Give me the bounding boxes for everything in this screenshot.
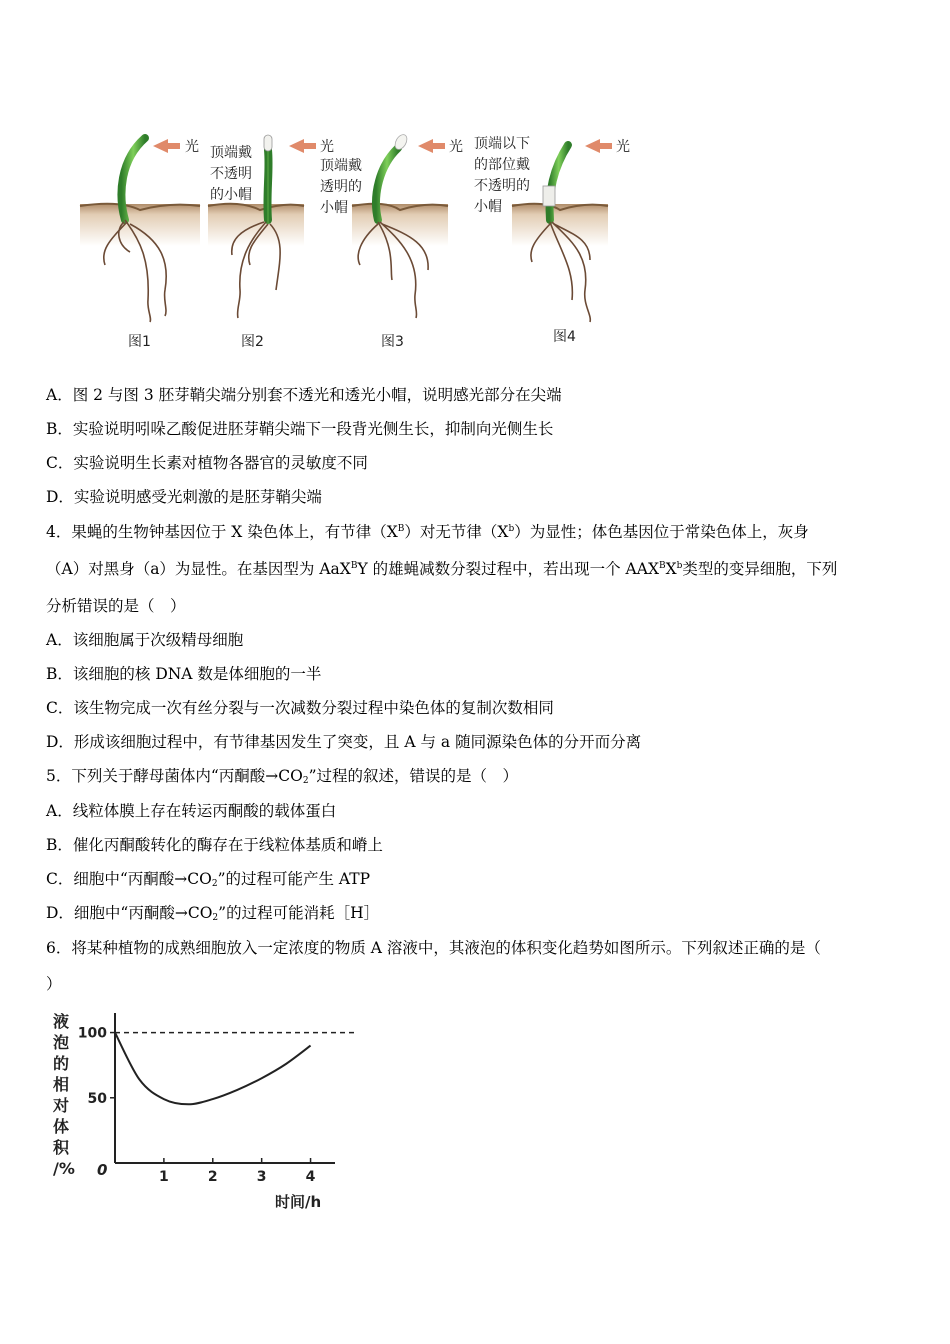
q4-option-a: A．该细胞属于次级精母细胞 <box>46 631 244 649</box>
y-axis-label-char: 体 <box>53 1117 70 1136</box>
light-arrow-4 <box>585 139 612 153</box>
q3-option-d: D．实验说明感受光刺激的是胚芽鞘尖端 <box>46 488 322 506</box>
q4-option-c: C．该生物完成一次有丝分裂与一次减数分裂过程中染色体的复制次数相同 <box>46 699 554 717</box>
y-axis-label-char: 泡 <box>53 1033 70 1052</box>
note-4-line2: 的部位戴 <box>474 157 530 173</box>
q4-option-d: D．形成该细胞过程中，有节律基因发生了突变，且 A 与 a 随同源染色体的分开而分离 <box>46 733 642 751</box>
q4-option-b: B．该细胞的核 DNA 数是体细胞的一半 <box>46 665 322 683</box>
q5-option-d: D．细胞中“丙酮酸$\to CO_2$”的过程可能消耗［H］ <box>46 904 380 923</box>
y-tick-label-100: 100 <box>77 1025 107 1042</box>
phototropism-figure <box>0 0 950 370</box>
origin-label: 0 <box>97 1161 108 1179</box>
y-axis-label-char: 对 <box>53 1096 70 1115</box>
q6-stem-line1: 6．将某种植物的成熟细胞放入一定浓度的物质 A 溶液中，其液泡的体积变化趋势如图所示。下列叙述正确的是（ <box>46 939 821 957</box>
panel-2 <box>208 135 334 350</box>
q5-option-a: A．线粒体膜上存在转运丙酮酸的载体蛋白 <box>46 802 337 820</box>
panel-1 <box>80 138 200 350</box>
note-2-line1: 顶端戴 <box>210 145 252 161</box>
series-line <box>115 1033 311 1105</box>
y-axis-label-char: 积 <box>53 1138 70 1157</box>
note-4-line3: 不透明的 <box>474 178 530 194</box>
light-label-3: 光 <box>449 139 463 155</box>
y-axis-label-char: 相 <box>53 1075 70 1094</box>
note-2-line3: 的小帽 <box>210 187 252 203</box>
q5-option-b: B．催化丙酮酸转化的酶存在于线粒体基质和嵴上 <box>46 836 383 854</box>
x-tick-label-1: 1 <box>159 1169 169 1185</box>
q3-option-c: C．实验说明生长素对植物各器官的灵敏度不同 <box>46 454 368 472</box>
note-4-line4: 小帽 <box>474 199 502 215</box>
light-label-4: 光 <box>616 139 630 155</box>
q4-stem-line2: （A）对黑身（a）为显性。在基因型为 AaX$^B$Y 的雄蝇减数分裂过程中，若出现一个 $AAX^BX^b$类型的变异细胞，下列 <box>46 560 838 578</box>
q4-stem-line1: 4．果蝇的生物钟基因位于 X 染色体上，有节律$(X^B)$对无节律$(X^b)$为显性；体色基因位于常染色体上，灰身 <box>46 523 809 541</box>
light-arrow-3 <box>418 139 445 153</box>
q6-stem-line2: ） <box>46 975 62 993</box>
y-axis-label-char: 液 <box>53 1012 70 1031</box>
x-tick-label-3: 3 <box>256 1169 267 1185</box>
light-label-2: 光 <box>320 139 334 155</box>
q5-option-c: C．细胞中“丙酮酸$\to CO_2$”的过程可能产生 ATP <box>46 870 371 889</box>
caption-fig3: 图3 <box>381 334 404 350</box>
caption-fig2: 图2 <box>241 334 264 350</box>
x-tick-label-4: 4 <box>305 1169 316 1185</box>
q3-option-a: A．图 2 与图 3 胚芽鞘尖端分别套不透光和透光小帽，说明感光部分在尖端 <box>46 386 562 404</box>
note-3-line2: 透明的 <box>320 179 362 195</box>
y-axis-label <box>52 1012 75 1178</box>
panel-4 <box>474 135 630 345</box>
caption-fig1: 图1 <box>128 334 151 350</box>
opaque-cap-icon <box>264 135 272 151</box>
q4-stem-line3: 分析错误的是（ ） <box>46 597 186 615</box>
q3-option-b: B．实验说明吲哚乙酸促进胚芽鞘尖端下一段背光侧生长，抑制向光侧生长 <box>46 420 554 438</box>
light-arrow-2 <box>289 139 316 153</box>
note-4-line1: 顶端以下 <box>474 136 530 152</box>
y-axis-label-char: /% <box>53 1159 75 1178</box>
light-arrow-1 <box>153 139 180 153</box>
caption-fig4: 图4 <box>553 329 576 345</box>
light-label-1: 光 <box>185 139 199 155</box>
note-2-line2: 不透明 <box>210 166 252 182</box>
x-tick-label-2: 2 <box>207 1169 218 1185</box>
vacuole-volume-chart <box>45 1005 365 1215</box>
y-axis-label-char: 的 <box>53 1054 70 1073</box>
panel-3 <box>320 133 463 350</box>
lower-opaque-cap-icon <box>543 186 555 206</box>
x-axis-label: 时间/h <box>275 1193 322 1211</box>
q5-stem: 5．下列关于酵母菌体内“丙酮酸$\to CO_2$”过程的叙述，错误的是（ ） <box>46 767 519 786</box>
y-tick-label-50: 50 <box>87 1090 107 1107</box>
note-3-line3: 小帽 <box>320 200 348 216</box>
note-3-line1: 顶端戴 <box>320 158 362 174</box>
